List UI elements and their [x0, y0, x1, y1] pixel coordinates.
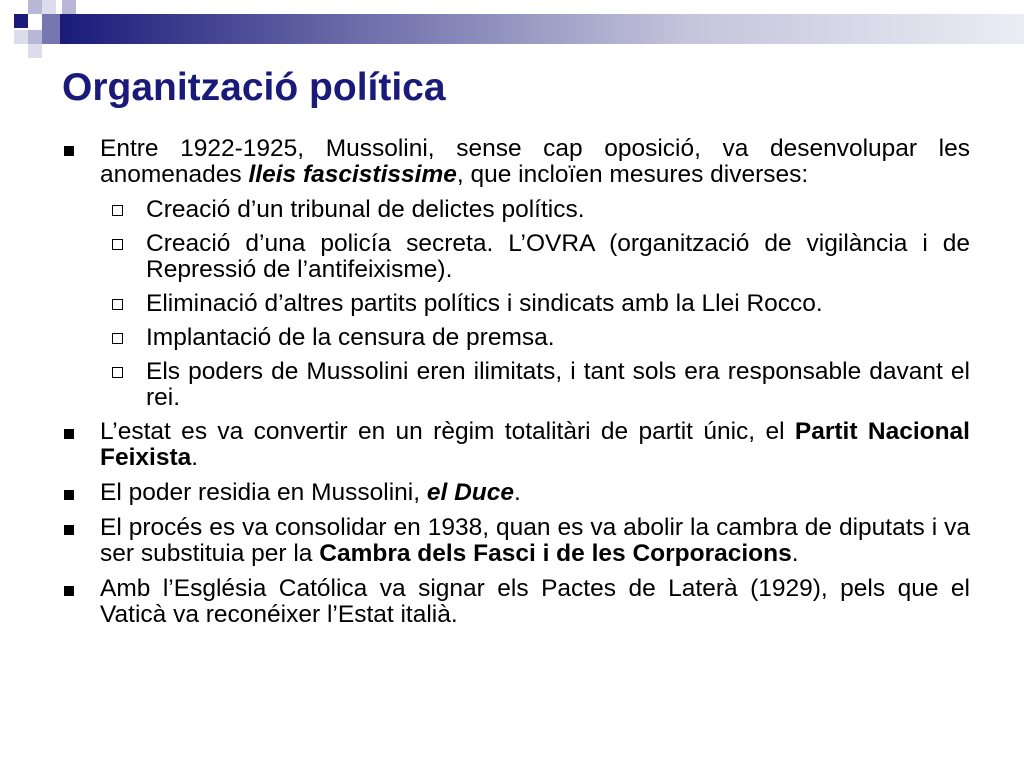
sub-bullet-item: Eliminació d’altres partits polítics i sindicats amb la Llei Rocco.: [62, 291, 970, 317]
decor-square: [14, 30, 28, 44]
bullet-item: El procés es va consolidar en 1938, quan es va abolir la cambra de diputats i va ser substituia per la Cambra dels Fasci i de les Corporacions.: [62, 515, 970, 567]
emphasis-text: el Duce: [426, 479, 514, 506]
decor-square: [42, 14, 60, 44]
hollow-square-bullet-icon: [112, 367, 123, 378]
bullet-item: El poder residia en Mussolini, el Duce.: [62, 480, 970, 506]
hollow-square-bullet-icon: [112, 333, 123, 344]
decor-square: [62, 0, 76, 14]
bullet-item: Entre 1922-1925, Mussolini, sense cap oposició, va desenvolupar les anomenades lleis fascistissime, que incloïen mesures diverses:: [62, 136, 970, 188]
square-bullet-icon: [64, 429, 74, 439]
header-gradient-band: [60, 14, 1024, 44]
sub-bullet-item: Creació d’un tribunal de delictes polítics.: [62, 197, 970, 223]
decor-square: [28, 30, 42, 44]
sub-bullet-item: Els poders de Mussolini eren ilimitats, i tant sols era responsable davant el rei.: [62, 359, 970, 411]
bullet-item: Amb l’Església Católica va signar els Pactes de Laterà (1929), pels que el Vaticà va reconéixer l’Estat italià.: [62, 576, 970, 628]
square-bullet-icon: [64, 525, 74, 535]
decor-square: [28, 0, 42, 14]
square-bullet-icon: [64, 490, 74, 500]
slide-title: Organització política: [62, 66, 446, 109]
bullet-item: L’estat es va convertir en un règim totalitàri de partit únic, el Partit Nacional Feixista.: [62, 419, 970, 471]
decor-square: [28, 44, 42, 58]
decor-square: [42, 0, 56, 14]
decor-square: [14, 14, 28, 28]
sub-bullet-item: Implantació de la censura de premsa.: [62, 325, 970, 351]
hollow-square-bullet-icon: [112, 205, 123, 216]
hollow-square-bullet-icon: [112, 239, 123, 250]
emphasis-text: Cambra dels Fasci i de les Corporacions: [319, 540, 792, 567]
sub-bullet-item: Creació d’una policía secreta. L’OVRA (organització de vigilància i de Repressió de l’antifeixisme).: [62, 231, 970, 283]
square-bullet-icon: [64, 146, 74, 156]
emphasis-text: Partit Nacional Feixista: [100, 418, 970, 471]
bullet-list: [62, 136, 970, 637]
emphasis-text: lleis fascistissime: [248, 161, 457, 188]
hollow-square-bullet-icon: [112, 299, 123, 310]
square-bullet-icon: [64, 586, 74, 596]
